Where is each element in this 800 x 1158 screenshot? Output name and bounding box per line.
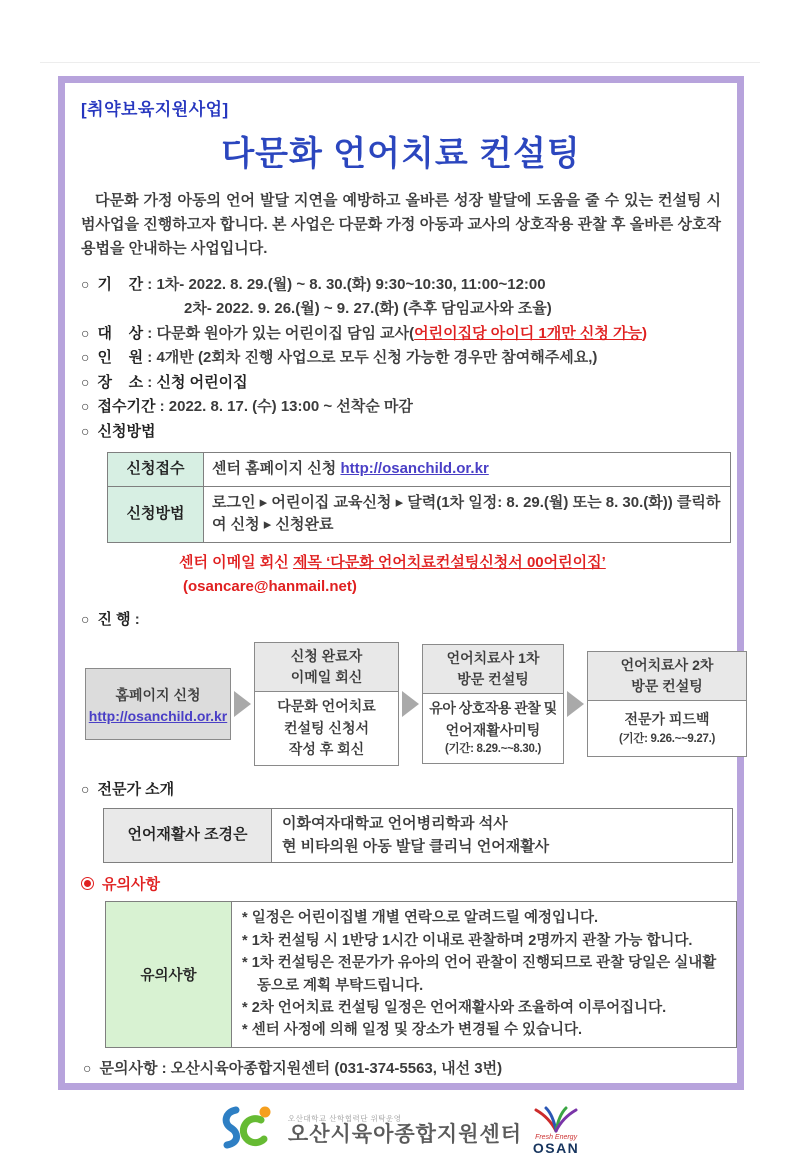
notice-heading: [81, 873, 721, 894]
email-address: (osancare@hanmail.net): [183, 578, 357, 596]
period-value-2: 2차- 2022. 9. 26.(월) ~ 9. 27.(화) (추후 담임교사와 조율): [184, 300, 552, 318]
osan-leaves-icon: [530, 1106, 582, 1136]
circle-bullet-icon: ○: [81, 781, 90, 798]
list-item-target: ○ 대 상 : 다문화 원아가 있는 어린이집 담임 교사(어린이집당 아이디 1개만 신청 가능): [81, 324, 648, 342]
expert-heading: [81, 778, 721, 802]
notice-label: 유의사항: [102, 876, 160, 894]
apply-row1-value: 센터 홈페이지 신청 http://osanchild.or.kr: [204, 453, 731, 487]
email-subject: 제목 ‘다문화 언어치료컨설팅신청서 00어린이집’: [292, 553, 606, 571]
flow-step-2-body: 다문화 언어치료 컨설팅 신청서 작성 후 회신: [255, 692, 398, 765]
homepage-link[interactable]: http://osanchild.or.kr: [88, 707, 228, 724]
list-item-place: ○ 장 소 : 신청 어린이집: [81, 373, 248, 391]
apply-method-label: 신청방법: [97, 422, 156, 440]
process-heading: ○ 진 행 :: [81, 611, 144, 629]
expert-table: [103, 808, 733, 863]
flow-step-4: [587, 651, 747, 758]
apply-row2-header: 신청방법: [108, 486, 204, 542]
notice-table: [105, 901, 737, 1048]
flow-step-3-header: 언어치료사 1차 방문 컨설팅: [423, 645, 563, 694]
flow-step-1-title: 홈페이지 신청: [115, 686, 201, 703]
circle-bullet-icon: ○: [81, 422, 90, 439]
list-item-period: ○ 기 간 : 1차- 2022. 8. 29.(월) ~ 8. 30.(화) 9:30~10:30, 11:00~12:00 2차- 2022. 9. 26.(월) ~ 9. 27.(화) (추후 담임교사와 조율): [81, 273, 721, 322]
circle-bullet-icon: ○: [81, 349, 90, 366]
apply-table: [107, 452, 731, 543]
place-value: 신청 어린이집: [156, 373, 248, 391]
flow-step-2-header: 신청 완료자 이메일 회신: [255, 643, 398, 692]
apply-row2-value: 로그인 ▸ 어린이집 교육신청 ▸ 달력(1차 일정: 8. 29.(월) 또는 8. 30.(화)) 클릭하여 신청 ▸ 신청완료: [204, 486, 731, 542]
notice-item: * 센터 사정에 의해 일정 및 장소가 변경될 수 있습니다.: [242, 1022, 583, 1039]
flow-step-1: [85, 668, 231, 740]
circle-bullet-icon: ○: [81, 611, 90, 628]
target-value: 다문화 원아가 있는 어린이집 담임 교사(: [156, 324, 415, 342]
table-row: [108, 453, 731, 487]
page-margin-guide: [40, 62, 760, 63]
center-logo-icon: [220, 1103, 280, 1158]
expert-name: 언어재활사 조경은: [104, 809, 272, 863]
notice-item: * 2차 언어치료 컨설팅 일정은 언어재활사와 조율하여 이루어집니다.: [242, 1000, 667, 1016]
notice-item: * 1차 컨설팅 시 1반당 1시간 이내로 관찰하며 2명까지 관찰 가능 합니다.: [242, 932, 693, 949]
flow-step-2: [254, 642, 399, 766]
notice-item: * 일정은 어린이집별 개별 연락으로 알려드릴 예정입니다.: [242, 910, 599, 927]
info-list: [81, 273, 721, 444]
flow-step-3-body: 유아 상호작용 관찰 및 언어재활사미팅 (기간: 8.29.~~8.30.): [423, 694, 563, 763]
center-logo-text: [288, 1115, 522, 1148]
contact-label: 문의사항: [99, 1059, 158, 1077]
intro-paragraph: 다문화 가정 아동의 언어 발달 지연을 예방하고 올바른 성장 발달에 도움을 줄 수 있는 컨설팅 시범사업을 진행하고자 합니다. 본 사업은 다문화 가정 아동과 교사의 상호작용 관찰 후 올바른 상호작용법을 안내하는 사업입니다.: [81, 192, 721, 257]
osan-name: OSAN: [532, 1140, 580, 1157]
table-row: [108, 486, 731, 542]
target-highlight: 어린이집당 아이디 1개만 신청 가능: [414, 324, 643, 342]
notice-items-cell: [232, 902, 737, 1048]
radio-bullet-icon: [81, 877, 94, 890]
contact-value: 오산시육아종합지원센터 (031-374-5563, 내선 3번): [170, 1059, 503, 1077]
flow-step-4-header: 언어치료사 2차 방문 컨설팅: [588, 652, 746, 701]
notice-header-cell: 유의사항: [106, 902, 232, 1048]
list-item-apply-method: [81, 420, 721, 444]
osan-tagline: Fresh Energy: [535, 1134, 578, 1142]
circle-bullet-icon: ○: [83, 1059, 92, 1076]
osan-logo: [530, 1106, 582, 1155]
period-label: 기 간: [97, 276, 144, 293]
capacity-value: 4개반 (2회차 진행 사업으로 모두 신청 가능한 경우만 참여해주세요,): [156, 349, 598, 367]
expert-label: 전문가 소개: [97, 781, 175, 799]
footer-logo: [81, 1103, 721, 1158]
target-label: 대 상: [97, 324, 144, 342]
list-item-reception: ○ 접수기간 : 2022. 8. 17. (수) 13:00 ~ 선착순 마감: [81, 398, 413, 416]
arrow-right-icon: [234, 691, 251, 717]
place-label: 장 소: [97, 373, 144, 391]
homepage-link[interactable]: http://osanchild.or.kr: [340, 460, 489, 478]
notice-document-frame: [58, 76, 744, 1157]
table-row: [104, 809, 733, 863]
process-flow-diagram: [85, 642, 719, 766]
arrow-right-icon: [567, 691, 584, 717]
contact-line: ○ 문의사항 : 오산시육아종합지원센터 (031-374-5563, 내선 3번): [83, 1059, 503, 1077]
table-row: [106, 902, 737, 1048]
logo-main-text: 오산시육아종합지원센터: [287, 1123, 523, 1147]
period-value-1: 1차- 2022. 8. 29.(월) ~ 8. 30.(화) 9:30~10:30, 11:00~12:00: [156, 276, 546, 293]
capacity-label: 인 원: [97, 349, 144, 367]
reception-label: 접수기간: [97, 398, 156, 416]
circle-bullet-icon: ○: [81, 276, 90, 292]
program-tag: [취약보육지원사업]: [81, 100, 229, 119]
arrow-right-icon: [402, 691, 419, 717]
notice-item: * 1차 컨설팅은 전문가가 유아의 언어 관찰이 진행되므로 관찰 당일은 실내활동으로 계획 부탁드립니다.: [242, 955, 717, 994]
circle-bullet-icon: ○: [81, 398, 90, 415]
list-item-capacity: ○ 인 원 : 4개반 (2회차 진행 사업으로 모두 신청 가능한 경우만 참여해주세요,): [81, 349, 598, 367]
flow-step-4-body: 전문가 피드백 (기간: 9.26.~~9.27.): [588, 701, 746, 757]
email-note-line1: 센터 이메일 회신 제목 ‘다문화 언어치료컨설팅신청서 00어린이집’: [179, 553, 606, 571]
apply-row1-header: 신청접수: [108, 453, 204, 487]
circle-bullet-icon: ○: [81, 373, 90, 390]
reception-value: 2022. 8. 17. (수) 13:00 ~ 선착순 마감: [168, 398, 413, 416]
logo-subtext: 오산대학교 산학협력단 위탁운영: [287, 1113, 402, 1123]
email-note: [179, 551, 721, 601]
process-label: 진 행: [97, 611, 131, 629]
flow-step-3: [422, 644, 564, 764]
page-title: 다문화 언어치료 컨설팅: [221, 135, 581, 173]
expert-desc: 이화여자대학교 언어병리학과 석사 현 비타의원 아동 발달 클리닉 언어재활사: [272, 809, 733, 863]
circle-bullet-icon: ○: [81, 324, 90, 341]
